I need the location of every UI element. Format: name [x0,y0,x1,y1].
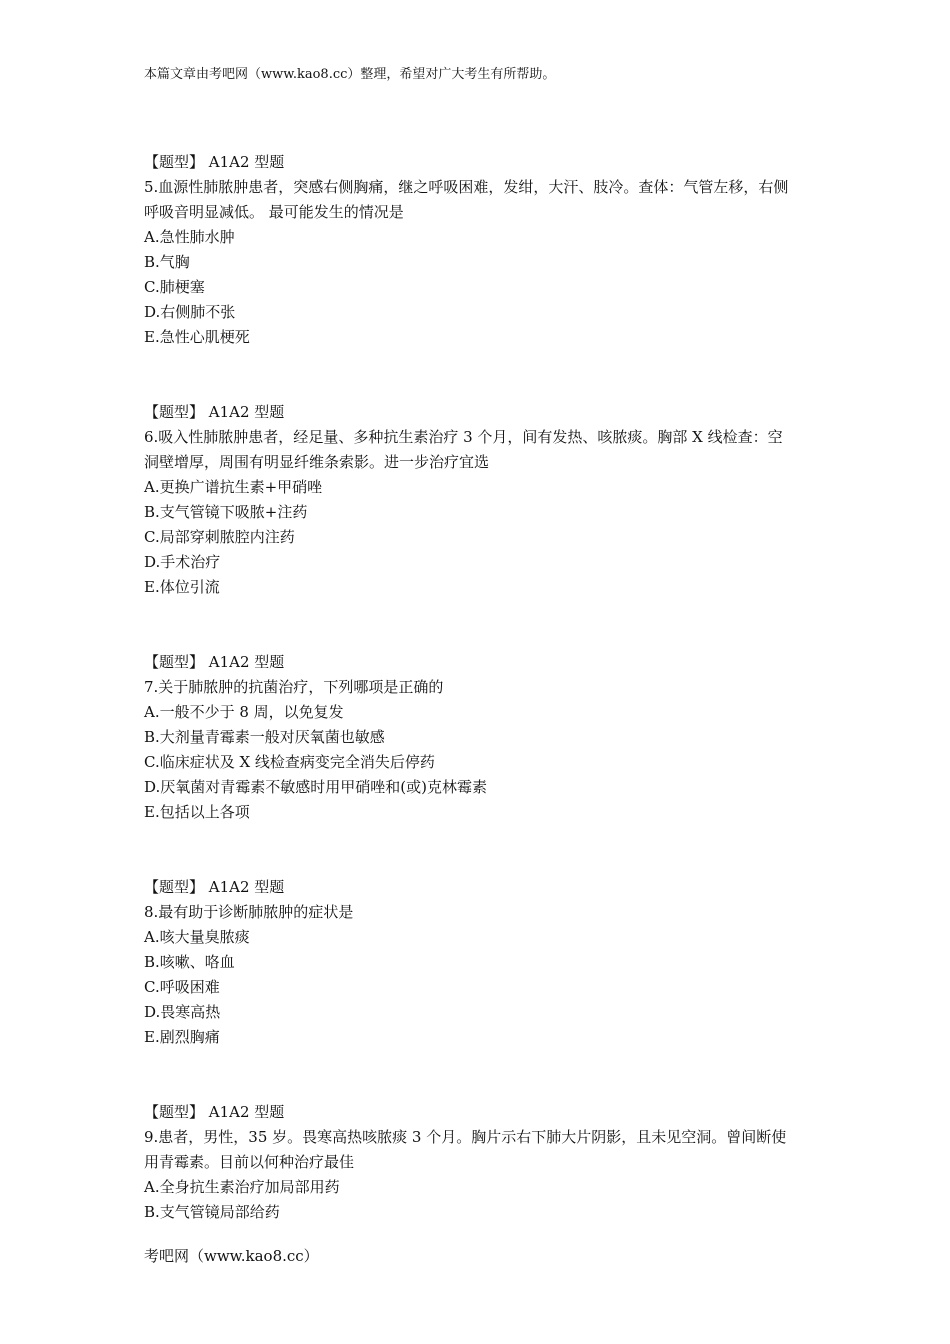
option-a: A.急性肺水肿 [144,228,235,246]
question-type-label: 【题型】 A1A2 型题 [144,403,285,421]
question-type-label: 【题型】 A1A2 型题 [144,653,285,671]
option-d: D.畏寒高热 [144,1003,221,1021]
option-c: C.局部穿刺脓腔内注药 [144,528,295,546]
option-b: B.支气管镜下吸脓+注药 [144,503,308,521]
question-stem: 6.吸入性肺脓肿患者，经足量、多种抗生素治疗 3 个月，间有发热、咳脓痰。胸部 X 线检查：空 [144,428,783,446]
option-d: D.右侧肺不张 [144,303,236,321]
question-block [144,400,810,600]
question-stem: 用青霉素。目前以何种治疗最佳 [144,1153,355,1171]
question-type-label: 【题型】 A1A2 型题 [144,1103,285,1121]
question-block [144,875,810,1050]
option-a: A.更换广谱抗生素+甲硝唑 [144,478,323,496]
question-list [144,150,810,1275]
question-type-label: 【题型】 A1A2 型题 [144,153,285,171]
question-block [144,650,810,825]
option-b: B.支气管镜局部给药 [144,1203,280,1221]
option-d: D.手术治疗 [144,553,221,571]
option-e: E.急性心肌梗死 [144,328,250,346]
question-type-label: 【题型】 A1A2 型题 [144,878,285,896]
option-e: E.剧烈胸痛 [144,1028,220,1046]
option-b: B.大剂量青霉素一般对厌氧菌也敏感 [144,728,385,746]
header-note: 本篇文章由考吧网（www.kao8.cc）整理，希望对广大考生有所帮助。 [144,67,556,82]
question-stem: 7.关于肺脓肿的抗菌治疗，下列哪项是正确的 [144,678,444,696]
option-b: B.气胸 [144,253,190,271]
question-stem: 呼吸音明显减低。 最可能发生的情况是 [144,203,404,221]
option-c: C.呼吸困难 [144,978,220,996]
question-stem: 8.最有助于诊断肺脓肿的症状是 [144,903,354,921]
option-a: A.咳大量臭脓痰 [144,928,250,946]
option-b: B.咳嗽、咯血 [144,953,235,971]
option-e: E.包括以上各项 [144,803,250,821]
question-stem: 洞壁增厚，周围有明显纤维条索影。进一步治疗宜选 [144,453,490,471]
option-a: A.全身抗生素治疗加局部用药 [144,1178,340,1196]
footer: 考吧网（www.kao8.cc） [144,1247,319,1265]
question-block [144,1100,810,1225]
option-c: C.肺梗塞 [144,278,205,296]
question-stem: 9.患者，男性，35 岁。畏寒高热咳脓痰 3 个月。胸片示右下肺大片阴影，且未见空洞。曾间断使 [144,1128,787,1146]
option-d: D.厌氧菌对青霉素不敏感时用甲硝唑和(或)克林霉素 [144,778,487,796]
question-block [144,150,810,350]
option-c: C.临床症状及 X 线检查病变完全消失后停药 [144,753,435,771]
option-e: E.体位引流 [144,578,220,596]
question-stem: 5.血源性肺脓肿患者，突感右侧胸痛，继之呼吸困难，发绀，大汗、肢冷。查体：气管左移，右侧 [144,178,789,196]
option-a: A.一般不少于 8 周，以免复发 [144,703,344,721]
